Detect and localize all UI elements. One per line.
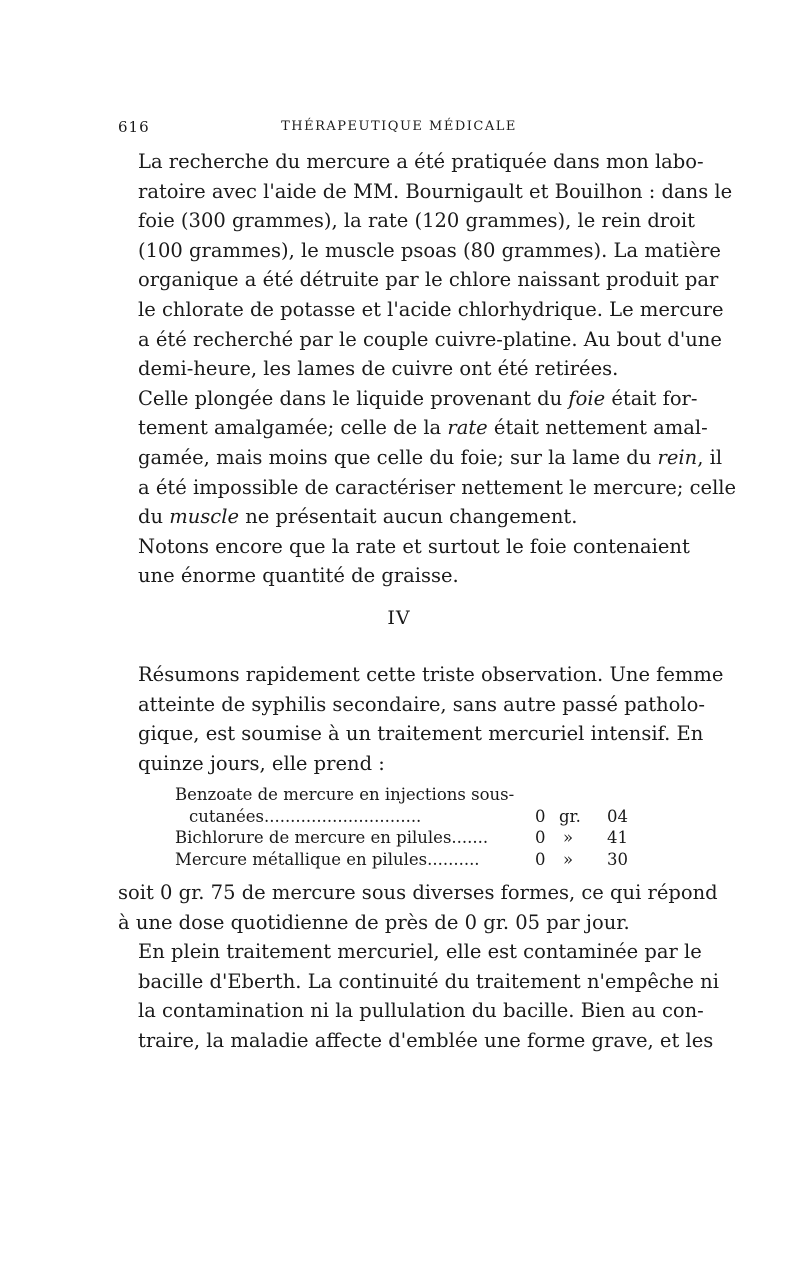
paragraph-total-dose <box>118 878 718 937</box>
running-title: THÉRAPEUTIQUE MÉDICALE <box>281 119 517 134</box>
dose-table <box>175 784 630 870</box>
dose-unit: » <box>563 849 574 869</box>
text-line: bacille d'Eberth. La continuité du traitement n'empêche ni <box>138 969 719 993</box>
body-text-top <box>118 147 737 591</box>
text-line: La recherche du mercure a été pratiquée dans mon labo- <box>138 150 704 173</box>
dose-grams: 0 <box>535 849 546 869</box>
paragraph-contamination <box>118 937 719 1055</box>
dose-name: Mercure métallique en pilules.......... <box>175 849 480 869</box>
table-row <box>175 827 630 849</box>
table-row <box>175 806 630 828</box>
dose-name: Benzoate de mercure en injections sous- <box>175 785 515 804</box>
text-line: à une dose quotidienne de près de 0 gr. 05 par jour. <box>118 910 630 934</box>
text-fragment: , il <box>697 445 723 469</box>
text-fragment: du <box>138 505 170 529</box>
table-row <box>175 784 630 806</box>
dose-grams: 0 <box>535 828 546 847</box>
text-line: une énorme quantité de graisse. <box>138 564 459 588</box>
page-header <box>118 118 680 138</box>
text-line: gique, est soumise à un traitement mercuriel intensif. En <box>138 722 704 746</box>
text-fragment: tement amalgamée; celle de la <box>138 416 448 440</box>
dose-name: cutanées.............................. <box>189 806 422 826</box>
dose-grams: 0 <box>535 806 546 826</box>
text-line: (100 grammes), le muscle psoas (80 grammes). La matière <box>138 238 721 262</box>
text-line: En plein traitement mercuriel, elle est contaminée par le <box>138 940 702 964</box>
text-line: ratoire avec l'aide de MM. Bournigault et Bouilhon : dans le <box>138 179 733 203</box>
table-row <box>175 849 630 871</box>
dose-centigrams: 04 <box>607 806 628 826</box>
text-fragment: était for- <box>605 386 698 410</box>
text-fragment: gamée, mais moins que celle du foie; sur la lame du <box>138 445 658 469</box>
italic-term-muscle: muscle <box>169 505 240 529</box>
text-line: quinze jours, elle prend : <box>138 751 385 775</box>
italic-term-rein: rein <box>657 445 698 469</box>
dose-centigrams: 30 <box>607 849 628 869</box>
dose-centigrams: 41 <box>607 828 628 847</box>
text-line: foie (300 grammes), la rate (120 grammes), le rein droit <box>138 209 695 233</box>
dose-unit: gr. <box>559 806 581 826</box>
page-number: 616 <box>118 118 150 136</box>
paragraph-mercury-research <box>118 147 733 384</box>
paragraph-fat-content <box>118 532 690 591</box>
text-line: Résumons rapidement cette triste observation. Une femme <box>138 663 724 686</box>
text-line <box>118 443 723 473</box>
section-heading: IV <box>387 607 411 629</box>
dose-name: Bichlorure de mercure en pilules....... <box>175 828 489 847</box>
text-line <box>118 502 680 532</box>
italic-term-rate: rate <box>447 416 488 440</box>
text-line: traire, la maladie affecte d'emblée une forme grave, et les <box>138 1028 714 1052</box>
text-line: Notons encore que la rate et surtout le foie contenaient <box>138 534 690 558</box>
text-line: organique a été détruite par le chlore naissant produit par <box>138 268 719 292</box>
dose-unit: » <box>563 828 574 847</box>
text-fragment: ne présentait aucun changement. <box>239 505 578 529</box>
body-text-bottom <box>118 878 719 1056</box>
text-line: atteinte de syphilis secondaire, sans autre passé patholo- <box>138 692 705 716</box>
text-line: le chlorate de potasse et l'acide chlorhydrique. Le mercure <box>138 297 724 321</box>
body-text-summary <box>118 660 724 778</box>
paragraph-amalgamation-results <box>118 384 737 532</box>
text-line <box>118 384 698 414</box>
text-line: a été impossible de caractériser nettement le mercure; celle <box>138 475 737 499</box>
text-line <box>118 413 708 443</box>
text-line: soit 0 gr. 75 de mercure sous diverses formes, ce qui répond <box>118 881 718 904</box>
italic-term-foie: foie <box>568 386 606 410</box>
text-line: la contamination ni la pullulation du bacille. Bien au con- <box>138 999 704 1023</box>
text-line: demi-heure, les lames de cuivre ont été retirées. <box>138 357 619 381</box>
paragraph-summary <box>118 660 724 778</box>
text-line: a été recherché par le couple cuivre-platine. Au bout d'une <box>138 327 722 351</box>
text-fragment: Celle plongée dans le liquide provenant du <box>138 386 569 410</box>
text-fragment: était nettement amal- <box>487 416 708 440</box>
